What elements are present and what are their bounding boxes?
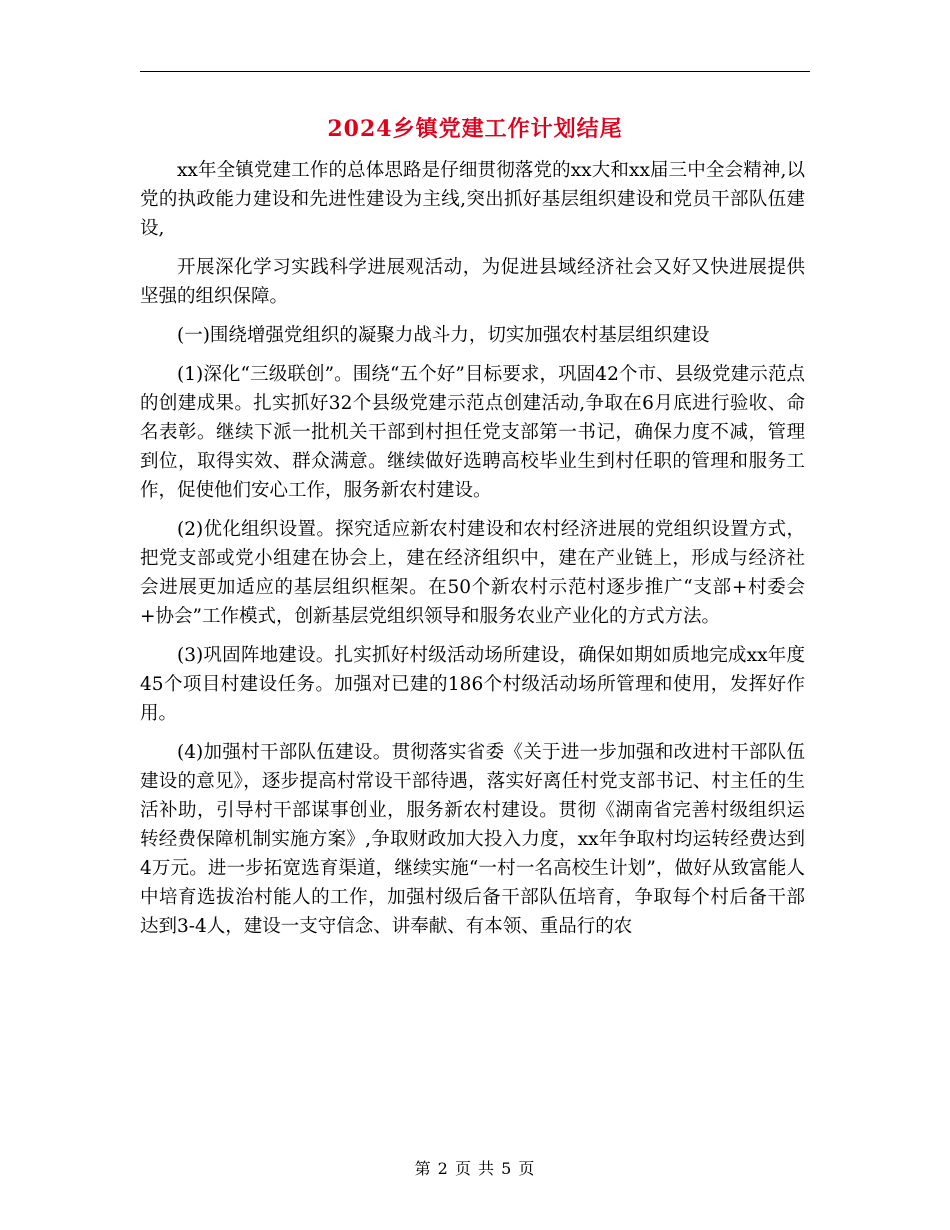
paragraph-item-4: (4)加强村干部队伍建设。贯彻落实省委《关于进一步加强和改进村干部队伍建设的意见》，逐步提高村常设干部待遇，落实好离任村党支部书记、村主任的生活补助，引导村干部谋事创业，服务新农村建设。贯彻《湖南省完善村级组织运转经费保障机制实施方案》,争取财政加大投入力度，xx年争取村均运转经费达到4万元。进一步拓宽选育渠道，继续实施“一村一名高校生计划”，做好从致富能人中培育选拔治村能人的工作，加强村级后备干部队伍培育，争取每个村后备干部达到3-4人，建设一支守信念、讲奉献、有本领、重品行的农 — [140, 742, 805, 937]
document-title: 2024乡镇党建工作计划结尾 — [327, 116, 623, 142]
paragraph-activity: 开展深化学习实践科学进展观活动，为促进县域经济社会又好又快进展提供坚强的组织保障。 — [140, 257, 805, 307]
page-number: 第 2 页 共 5 页 — [414, 1159, 536, 1178]
paragraph-item-3: (3)巩固阵地建设。扎实抓好村级活动场所建设，确保如期如质地完成xx年度45个项目村建设任务。加强对已建的186个村级活动场所管理和使用，发挥好作用。 — [140, 645, 805, 724]
paragraph-section-heading: (一)围绕增强党组织的凝聚力战斗力，切实加强农村基层组织建设 — [177, 325, 710, 346]
document-body — [140, 156, 805, 951]
header-rule — [140, 71, 810, 72]
paragraph-item-2: (2)优化组织设置。探究适应新农村建设和农村经济进展的党组织设置方式，把党支部或党小组建在协会上，建在经济组织中，建在产业链上，形成与经济社会进展更加适应的基层组织框架。在50个新农村示范村逐步推广“支部+村委会+协会”工作模式，创新基层党组织领导和服务农业产业化的方式方法。 — [140, 519, 805, 627]
paragraph-intro: xx年全镇党建工作的总体思路是仔细贯彻落党的xx大和xx届三中全会精神,以党的执政能力建设和先进性建设为主线,突出抓好基层组织建设和党员干部队伍建设, — [140, 160, 805, 239]
paragraph-item-1: (1)深化“三级联创”。围绕“五个好”目标要求，巩固42个市、县级党建示范点的创建成果。扎实抓好32个县级党建示范点创建活动,争取在6月底进行验收、命名表彰。继续下派一批机关干部到村担任党支部第一书记，确保力度不减，管理到位，取得实效、群众满意。继续做好选聘高校毕业生到村任职的管理和服务工作，促使他们安心工作，服务新农村建设。 — [140, 364, 805, 501]
